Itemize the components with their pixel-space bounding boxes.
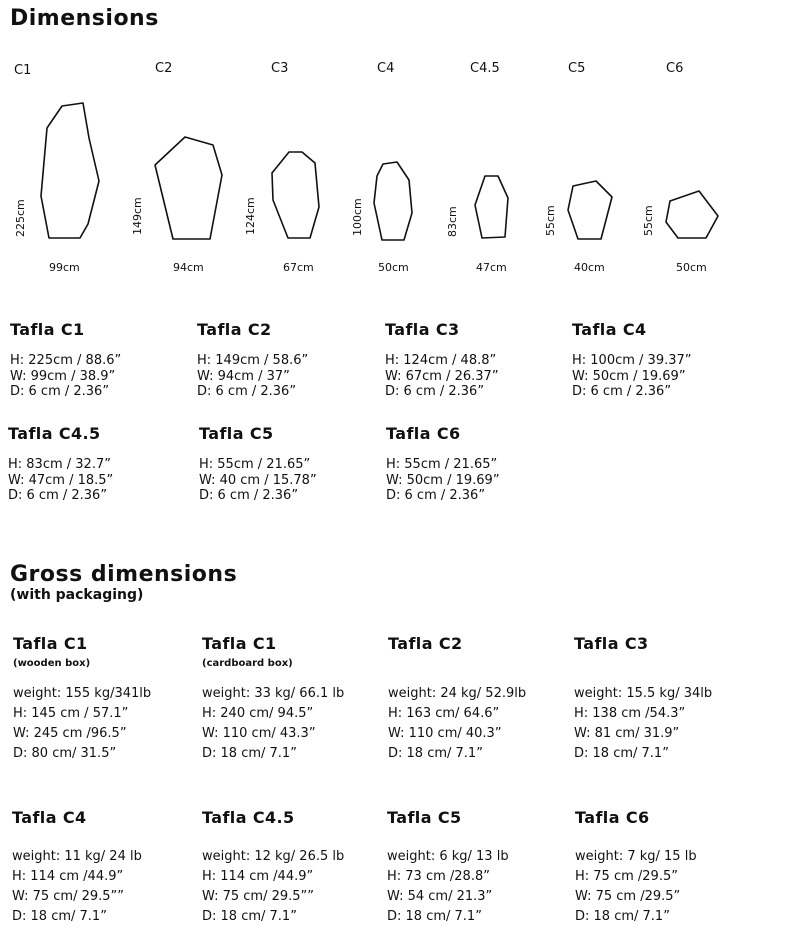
- shape-code-c1: C1: [14, 63, 32, 78]
- gross-weight: weight: 15.5 kg/ 34lb: [574, 686, 713, 701]
- product-height: H: 124cm / 48.8”: [385, 353, 497, 368]
- gross-height: H: 145 cm / 57.1”: [13, 706, 129, 721]
- gross-dimensions-subtitle: (with packaging): [10, 587, 144, 603]
- shape-c1-outline: [41, 103, 99, 238]
- gross-weight: weight: 6 kg/ 13 lb: [387, 849, 509, 864]
- gross-depth: D: 18 cm/ 7.1”: [575, 909, 670, 924]
- shape-height-c4: 100cm: [351, 198, 364, 236]
- shape-height-c3: 124cm: [244, 197, 257, 235]
- shape-width-c1: 99cm: [49, 261, 80, 274]
- product-card-c3: [385, 320, 499, 400]
- shape-code-c2: C2: [155, 61, 173, 76]
- product-card-c4-5: [8, 424, 113, 504]
- product-card-c4: [572, 320, 692, 400]
- product-width: W: 67cm / 26.37”: [385, 368, 499, 384]
- gross-width: W: 75 cm /29.5”: [575, 889, 681, 904]
- product-name: Tafla C6: [386, 424, 461, 443]
- gross-name: Tafla C4.5: [202, 808, 295, 827]
- product-height: H: 149cm / 58.6”: [197, 353, 309, 368]
- shape-c4-5-outline: [475, 176, 508, 238]
- gross-weight: weight: 12 kg/ 26.5 lb: [202, 849, 345, 864]
- shape-width-c2: 94cm: [173, 261, 204, 274]
- shape-c6-outline: [666, 191, 718, 238]
- product-card-c1: [10, 320, 121, 400]
- product-width: W: 40 cm / 15.78”: [199, 472, 317, 488]
- product-width: W: 50cm / 19.69”: [572, 368, 686, 384]
- gross-depth: D: 18 cm/ 7.1”: [388, 746, 483, 761]
- shape-outlines: [0, 0, 800, 300]
- gross-height: H: 75 cm /29.5”: [575, 869, 678, 884]
- gross-height: H: 73 cm /28.8”: [387, 869, 490, 884]
- product-name: Tafla C5: [199, 424, 274, 443]
- gross-weight: weight: 155 kg/341lb: [13, 686, 152, 701]
- gross-card-c1-cardboard: [202, 634, 344, 764]
- product-height: H: 55cm / 21.65”: [199, 457, 311, 472]
- gross-note: [388, 658, 526, 672]
- gross-width: W: 75 cm/ 29.5””: [202, 889, 315, 904]
- gross-width: W: 110 cm/ 40.3”: [388, 726, 502, 741]
- gross-card-c2: [388, 634, 526, 764]
- shape-height-c6: 55cm: [642, 205, 655, 236]
- gross-depth: D: 18 cm/ 7.1”: [12, 909, 107, 924]
- gross-weight: weight: 33 kg/ 66.1 lb: [202, 686, 345, 701]
- gross-width: W: 54 cm/ 21.3”: [387, 889, 493, 904]
- shape-width-c3: 67cm: [283, 261, 314, 274]
- product-name: Tafla C4.5: [8, 424, 101, 443]
- gross-height: H: 240 cm/ 94.5”: [202, 706, 314, 721]
- gross-note: [574, 658, 712, 672]
- product-depth: D: 6 cm / 2.36”: [8, 488, 108, 503]
- product-height: H: 55cm / 21.65”: [386, 457, 498, 472]
- gross-weight: weight: 7 kg/ 15 lb: [575, 849, 697, 864]
- gross-depth: D: 18 cm/ 7.1”: [202, 909, 297, 924]
- gross-weight: weight: 24 kg/ 52.9lb: [388, 686, 527, 701]
- shape-width-c4: 50cm: [378, 261, 409, 274]
- gross-width: W: 245 cm /96.5”: [13, 726, 127, 741]
- shape-height-c2: 149cm: [131, 197, 144, 235]
- product-card-c6: [386, 424, 500, 504]
- product-depth: D: 6 cm / 2.36”: [572, 384, 672, 399]
- shape-code-c4: C4: [377, 61, 395, 76]
- product-width: W: 94cm / 37”: [197, 368, 290, 384]
- gross-card-c6: [575, 808, 697, 927]
- product-card-c2: [197, 320, 308, 400]
- product-name: Tafla C1: [10, 320, 85, 339]
- gross-depth: D: 18 cm/ 7.1”: [574, 746, 669, 761]
- gross-card-c1-wooden: [13, 634, 151, 764]
- gross-card-c4: [12, 808, 142, 927]
- dimensions-title: Dimensions: [10, 6, 159, 31]
- product-name: Tafla C3: [385, 320, 460, 339]
- shape-c3-outline: [272, 152, 319, 238]
- product-depth: D: 6 cm / 2.36”: [199, 488, 299, 503]
- product-name: Tafla C2: [197, 320, 272, 339]
- product-width: W: 50cm / 19.69”: [386, 472, 500, 488]
- shape-height-c5: 55cm: [544, 205, 557, 236]
- shape-code-c3: C3: [271, 61, 289, 76]
- gross-name: Tafla C2: [388, 634, 463, 653]
- gross-height: H: 138 cm /54.3”: [574, 706, 686, 721]
- product-depth: D: 6 cm / 2.36”: [197, 384, 297, 399]
- product-height: H: 83cm / 32.7”: [8, 457, 111, 472]
- gross-name: Tafla C1: [13, 634, 88, 653]
- gross-width: W: 81 cm/ 31.9”: [574, 726, 680, 741]
- gross-name: Tafla C3: [574, 634, 649, 653]
- gross-width: W: 75 cm/ 29.5””: [12, 889, 125, 904]
- gross-card-c5: [387, 808, 509, 927]
- gross-name: Tafla C6: [575, 808, 650, 827]
- gross-width: W: 110 cm/ 43.3”: [202, 726, 316, 741]
- product-depth: D: 6 cm / 2.36”: [385, 384, 485, 399]
- gross-note: (wooden box): [13, 658, 91, 669]
- shape-code-c6: C6: [666, 61, 684, 76]
- gross-dimensions-title: Gross dimensions: [10, 562, 238, 587]
- shape-width-c5: 40cm: [574, 261, 605, 274]
- gross-name: Tafla C1: [202, 634, 277, 653]
- gross-name: Tafla C4: [12, 808, 87, 827]
- gross-depth: D: 80 cm/ 31.5”: [13, 746, 117, 761]
- shape-height-c4-5: 83cm: [446, 206, 459, 237]
- shape-c5-outline: [568, 181, 612, 239]
- shape-c2-outline: [155, 137, 222, 239]
- shape-c4-outline: [374, 162, 412, 240]
- shape-width-c6: 50cm: [676, 261, 707, 274]
- gross-weight: weight: 11 kg/ 24 lb: [12, 849, 142, 864]
- product-height: H: 225cm / 88.6”: [10, 353, 122, 368]
- gross-card-c3: [574, 634, 712, 764]
- gross-height: H: 163 cm/ 64.6”: [388, 706, 500, 721]
- shape-code-c5: C5: [568, 61, 586, 76]
- gross-depth: D: 18 cm/ 7.1”: [387, 909, 482, 924]
- gross-note: (cardboard box): [202, 658, 293, 669]
- gross-card-c4-5: [202, 808, 344, 927]
- gross-height: H: 114 cm /44.9”: [202, 869, 314, 884]
- product-width: W: 47cm / 18.5”: [8, 472, 114, 488]
- product-depth: D: 6 cm / 2.36”: [10, 384, 110, 399]
- product-depth: D: 6 cm / 2.36”: [386, 488, 486, 503]
- product-height: H: 100cm / 39.37”: [572, 353, 692, 368]
- shape-code-c4-5: C4.5: [470, 61, 500, 76]
- gross-height: H: 114 cm /44.9”: [12, 869, 124, 884]
- shape-height-c1: 225cm: [14, 199, 27, 237]
- shape-width-c4-5: 47cm: [476, 261, 507, 274]
- gross-name: Tafla C5: [387, 808, 462, 827]
- gross-depth: D: 18 cm/ 7.1”: [202, 746, 297, 761]
- product-width: W: 99cm / 38.9”: [10, 368, 116, 384]
- product-name: Tafla C4: [572, 320, 647, 339]
- product-card-c5: [199, 424, 317, 504]
